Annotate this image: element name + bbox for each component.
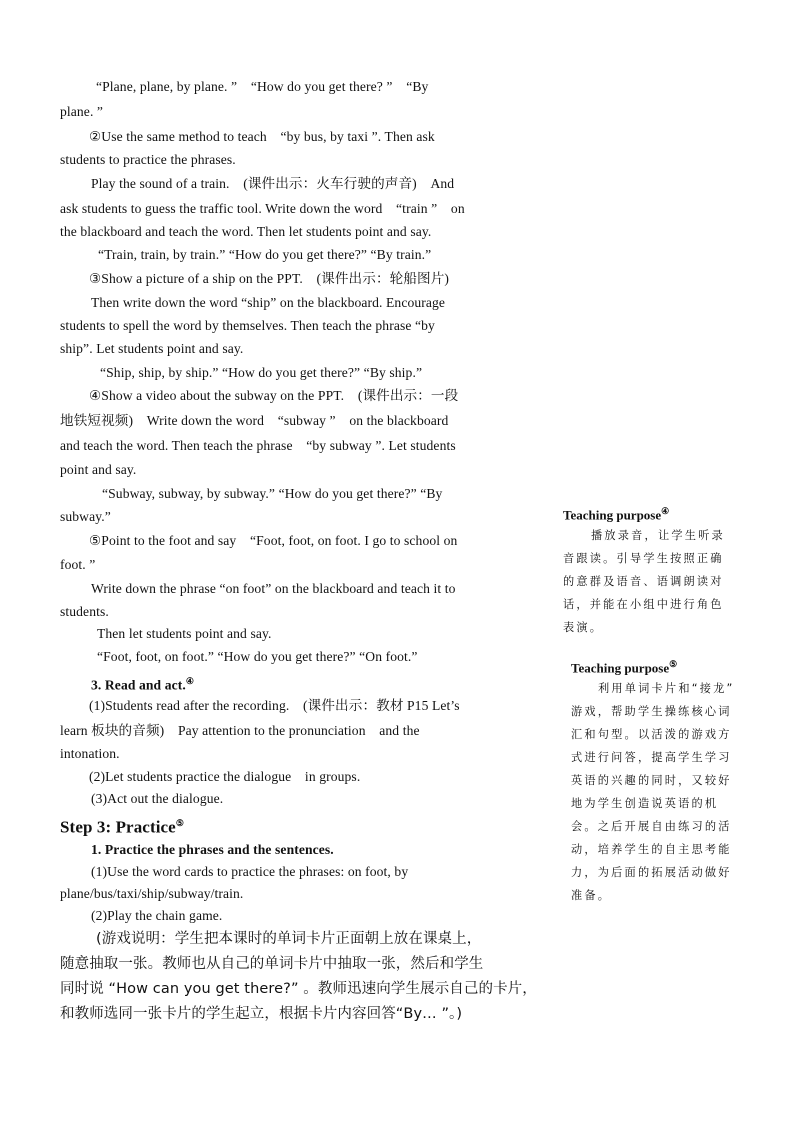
text-line: “Plane, plane, by plane. ” “How do you get there? ” “By	[96, 79, 429, 94]
teaching-purpose-5-line: 会。之后开展自由练习的活	[571, 820, 732, 833]
text-line: plane/bus/taxi/ship/subway/train.	[60, 886, 244, 901]
text-line: “Train, train, by train.” “How do you get there?” “By train.”	[98, 247, 432, 262]
text-line: 和教师选同一张卡片的学生起立，根据卡片内容回答“By… ”。)	[60, 1006, 463, 1022]
text-line: Play the sound of a train. (课件出示：火车行驶的声音) And	[91, 176, 455, 191]
text-line: foot. ”	[60, 557, 96, 572]
text-line: 同时说 “How can you get there?” 。教师迅速向学生展示自己的卡片，	[60, 981, 537, 997]
teaching-purpose-4-line: 话，并能在小组中进行角色	[563, 598, 724, 611]
teaching-purpose-5-line: 利用单词卡片和“接龙”	[598, 682, 735, 695]
text-line: “Foot, foot, on foot.” “How do you get there?” “On foot.”	[97, 649, 418, 664]
text-line: intonation.	[60, 746, 120, 761]
text-line: point and say.	[60, 462, 137, 477]
section-heading: 1. Practice the phrases and the sentences.	[91, 842, 334, 857]
text-line: students to spell the word by themselves. Then teach the phrase “by	[60, 318, 435, 333]
teaching-purpose-5-line: 地为学生创造说英语的机	[571, 797, 719, 810]
text-line: the blackboard and teach the word. Then let students point and say.	[60, 224, 432, 239]
section-heading: 3. Read and act.④	[91, 676, 195, 693]
text-line: (2)Play the chain game.	[91, 908, 223, 923]
text-line: (游戏说明：学生把本课时的单词卡片正面朝上放在课桌上，	[96, 931, 482, 947]
teaching-purpose-5-line: 力，为后面的拓展活动做好	[571, 866, 732, 879]
text-line: students to practice the phrases.	[60, 152, 236, 167]
step-heading: Step 3: Practice⑤	[60, 817, 184, 837]
teaching-purpose-4-line: 音跟读。引导学生按照正确	[563, 552, 724, 565]
text-line: (1)Students read after the recording. (课件出示：教材 P15 Let’s	[89, 698, 460, 713]
text-line: (2)Let students practice the dialogue in groups.	[89, 769, 361, 784]
teaching-purpose-5-line: 英语的兴趣的同时，又较好	[571, 774, 732, 787]
text-line: Then let students point and say.	[97, 626, 272, 641]
teaching-purpose-5-line: 汇和句型。以活泼的游戏方	[571, 728, 732, 741]
text-line: Then write down the word “ship” on the blackboard. Encourage	[91, 295, 446, 310]
text-line: ask students to guess the traffic tool. Write down the word “train ” on	[60, 201, 465, 216]
teaching-purpose-4-line: 的意群及语音、语调朗读对	[563, 575, 724, 588]
text-line: “Subway, subway, by subway.” “How do you get there?” “By	[102, 486, 443, 501]
text-line: and teach the word. Then teach the phrase “by subway ”. Let students	[60, 438, 456, 453]
teaching-purpose-4-title: Teaching purpose④	[563, 506, 670, 523]
teaching-purpose-4-line: 播放录音，让学生听录	[591, 529, 725, 542]
text-line: (3)Act out the dialogue.	[91, 791, 224, 806]
text-line: (1)Use the word cards to practice the phrases: on foot, by	[91, 864, 409, 879]
teaching-purpose-4-line: 表演。	[563, 621, 604, 634]
text-line: 地铁短视频) Write down the word “subway ” on the blackboard	[60, 413, 449, 428]
text-line: subway.”	[60, 509, 111, 524]
text-line: ②Use the same method to teach “by bus, by taxi ”. Then ask	[89, 129, 435, 144]
text-line: plane. ”	[60, 104, 104, 119]
text-line: ④Show a video about the subway on the PPT. (课件出示：一段	[89, 388, 459, 403]
text-line: “Ship, ship, by ship.” “How do you get there?” “By ship.”	[100, 365, 423, 380]
teaching-purpose-5-line: 游戏，帮助学生操练核心词	[571, 705, 732, 718]
teaching-purpose-5-line: 式进行问答，提高学生学习	[571, 751, 732, 764]
text-line: learn 板块的音频) Pay attention to the pronunciation and the	[60, 723, 420, 738]
text-line: ⑤Point to the foot and say “Foot, foot, on foot. I go to school on	[89, 533, 458, 548]
text-line: ③Show a picture of a ship on the PPT. (课件出示：轮船图片)	[89, 271, 450, 286]
teaching-purpose-5-title: Teaching purpose⑤	[571, 659, 678, 676]
text-line: 随意抽取一张。教师也从自己的单词卡片中抽取一张，然后和学生	[60, 956, 484, 972]
text-line: ship”. Let students point and say.	[60, 341, 244, 356]
teaching-purpose-5-line: 准备。	[571, 889, 612, 902]
text-line: students.	[60, 604, 109, 619]
text-line: Write down the phrase “on foot” on the blackboard and teach it to	[91, 581, 456, 596]
teaching-purpose-5-line: 动，培养学生的自主思考能	[571, 843, 732, 856]
